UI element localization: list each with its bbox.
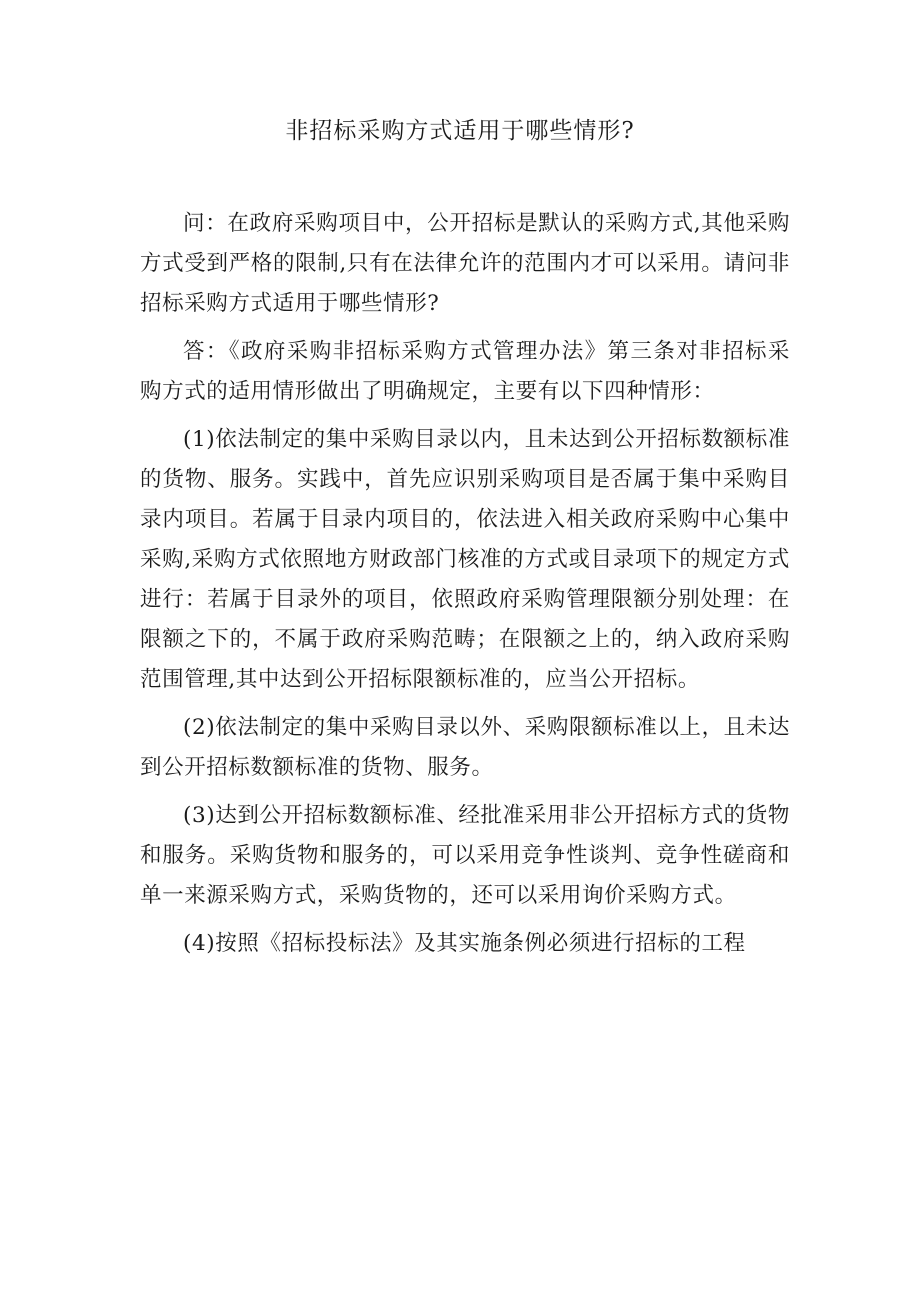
case-1-paragraph: (1)依法制定的集中采购目录以内，且未达到公开招标数额标准的货物、服务。实践中，首先应识别采购项目是否属于集中采购目录内项目。若属于目录内项目的，依法进入相关政府采购中心集中采购,采购方式依照地方财政部门核准的方式或目录项下的规定方式进行：若属于目录外的项目，依照政府采购管理限额分别处理：在限额之下的，不属于政府采购范畴；在限额之上的，纳入政府采购范围管理,其中达到公开招标限额标准的，应当公开招标。 (140, 427, 790, 692)
case-2-paragraph: (2)依法制定的集中采购目录以外、采购限额标准以上，且未达到公开招标数额标准的货物、服务。 (140, 715, 790, 780)
question-paragraph: 问：在政府采购项目中，公开招标是默认的采购方式,其他采购方式受到严格的限制,只有在法律允许的范围内才可以采用。请问非招标采购方式适用于哪些情形? (140, 211, 790, 316)
case-3-paragraph: (3)达到公开招标数额标准、经批准采用非公开招标方式的货物和服务。采购货物和服务的，可以采用竞争性谈判、竞争性磋商和单一来源采购方式，采购货物的，还可以采用询价采购方式。 (140, 803, 790, 908)
answer-intro-paragraph: 答：《政府采购非招标采购方式管理办法》第三条对非招标采购方式的适用情形做出了明确规定，主要有以下四种情形： (140, 339, 790, 404)
document-body (140, 204, 790, 972)
case-4-paragraph: (4)按照《招标投标法》及其实施条例必须进行招标的工程 (183, 931, 746, 956)
document-title: 非招标采购方式适用于哪些情形? (285, 118, 635, 144)
